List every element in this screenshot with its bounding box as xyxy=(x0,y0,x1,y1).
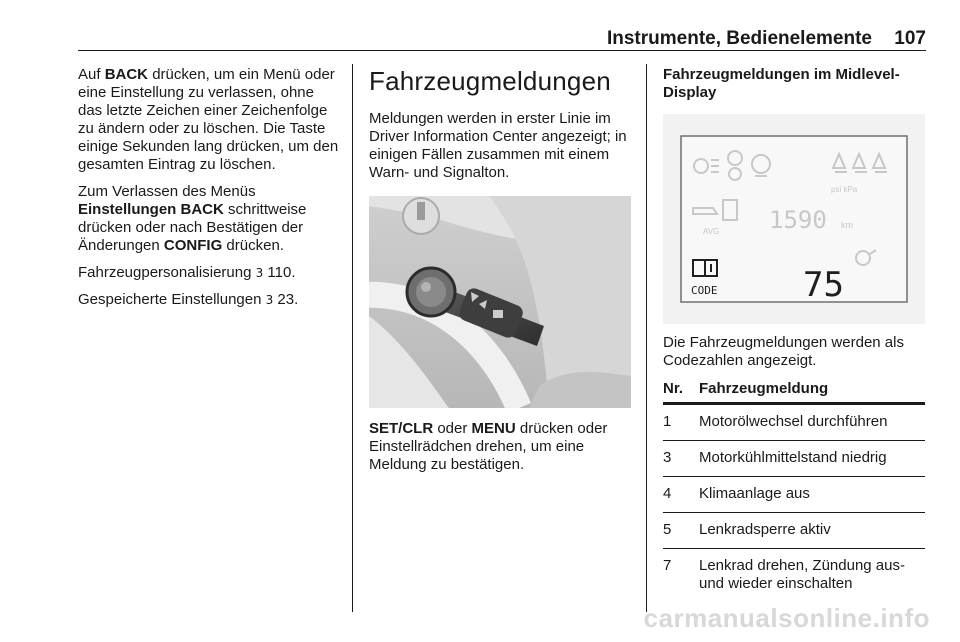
code-cell: 4 xyxy=(663,477,699,513)
text: schrittweise drücken oder nach Bestätigen der Änderungen xyxy=(78,201,307,254)
wiper-stalk-photo xyxy=(369,196,631,408)
left-column xyxy=(78,66,340,318)
page-header xyxy=(78,26,926,48)
code-cell: 5 xyxy=(663,513,699,549)
message-cell: Motorölwechsel durchführen xyxy=(699,404,925,441)
text: Zum Verlassen des Menüs xyxy=(78,183,256,200)
distance-readout: 1590 xyxy=(769,206,827,234)
xref-stored-settings xyxy=(78,291,340,309)
code-value: 75 xyxy=(803,265,844,305)
table-row xyxy=(663,513,925,549)
message-cell: Lenkrad drehen, Zündung aus- und wieder einschalten xyxy=(699,557,905,592)
table-header-row xyxy=(663,380,925,404)
text: oder xyxy=(433,420,472,437)
message-cell: Lenkradsperre aktiv xyxy=(699,513,925,549)
settings-back-label: Einstellungen BACK xyxy=(78,201,224,218)
header-title: Instrumente, Bedienelemente xyxy=(606,28,872,49)
section-heading: Fahrzeugmeldungen xyxy=(369,66,611,96)
code-cell: 1 xyxy=(663,404,699,441)
avg-label: AVG xyxy=(703,227,720,236)
config-key-label: CONFIG xyxy=(163,237,223,254)
distance-unit: km xyxy=(841,220,853,230)
text: 110. xyxy=(263,264,296,281)
confirm-paragraph xyxy=(369,420,633,474)
code-cell: 3 xyxy=(663,441,699,477)
xref-personalisation xyxy=(78,264,340,282)
text: drücken. xyxy=(222,237,284,254)
code-cell: 7 xyxy=(663,557,672,574)
page-ref-icon: 3 xyxy=(255,266,264,280)
column-header-message: Fahrzeugmeldung xyxy=(699,380,925,404)
column-divider-1 xyxy=(352,64,353,612)
header-rule xyxy=(78,50,926,51)
table-row xyxy=(663,441,925,477)
message-code-table xyxy=(663,380,925,593)
text: Gespeicherte Einstellungen xyxy=(78,291,266,308)
pressure-unit: psi kPa xyxy=(831,185,858,194)
midlevel-display-illustration xyxy=(663,114,925,324)
column-divider-2 xyxy=(646,64,647,612)
watermark: carmanualsonline.info xyxy=(643,603,930,633)
text: drücken, um ein Menü oder eine Einstellung zu verlassen, ohne das letzte Zeichen einer Zeichenfolge zu ändern oder zu löschen. Die Taste einige Sekunden lang drücken, um den gesamten Eintrag zu löschen. xyxy=(78,66,339,173)
middle-column xyxy=(369,66,633,483)
text: Fahrzeugpersonalisierung xyxy=(78,264,256,281)
page-number: 107 xyxy=(894,28,926,49)
table-row xyxy=(663,549,925,594)
text: drücken oder Einstellrädchen drehen, um eine Meldung zu bestätigen. xyxy=(369,420,608,473)
page-ref-icon: 3 xyxy=(265,293,274,307)
text: Auf xyxy=(78,66,105,83)
back-key-label: BACK xyxy=(104,66,149,83)
subsection-heading: Fahrzeugmeldungen im Midlevel-Display xyxy=(663,66,900,101)
message-cell: Motorkühlmittelstand niedrig xyxy=(699,441,925,477)
table-row xyxy=(663,477,925,513)
set-clr-label: SET/CLR xyxy=(369,420,434,437)
right-column xyxy=(663,66,927,593)
message-cell: Klimaanlage aus xyxy=(699,477,925,513)
back-paragraph xyxy=(78,66,340,174)
menu-label: MENU xyxy=(471,420,516,437)
column-header-nr: Nr. xyxy=(663,380,699,404)
code-label: CODE xyxy=(691,284,718,297)
intro-paragraph: Meldungen werden in erster Linie im Driver Information Center angezeigt; in einigen Fällen zusammen mit einem Warn- und Signalton. xyxy=(369,110,627,181)
exit-menu-paragraph xyxy=(78,183,340,255)
text: 23. xyxy=(273,291,299,308)
table-row xyxy=(663,404,925,441)
display-caption: Die Fahrzeugmeldungen werden als Codezahlen angezeigt. xyxy=(663,334,904,369)
